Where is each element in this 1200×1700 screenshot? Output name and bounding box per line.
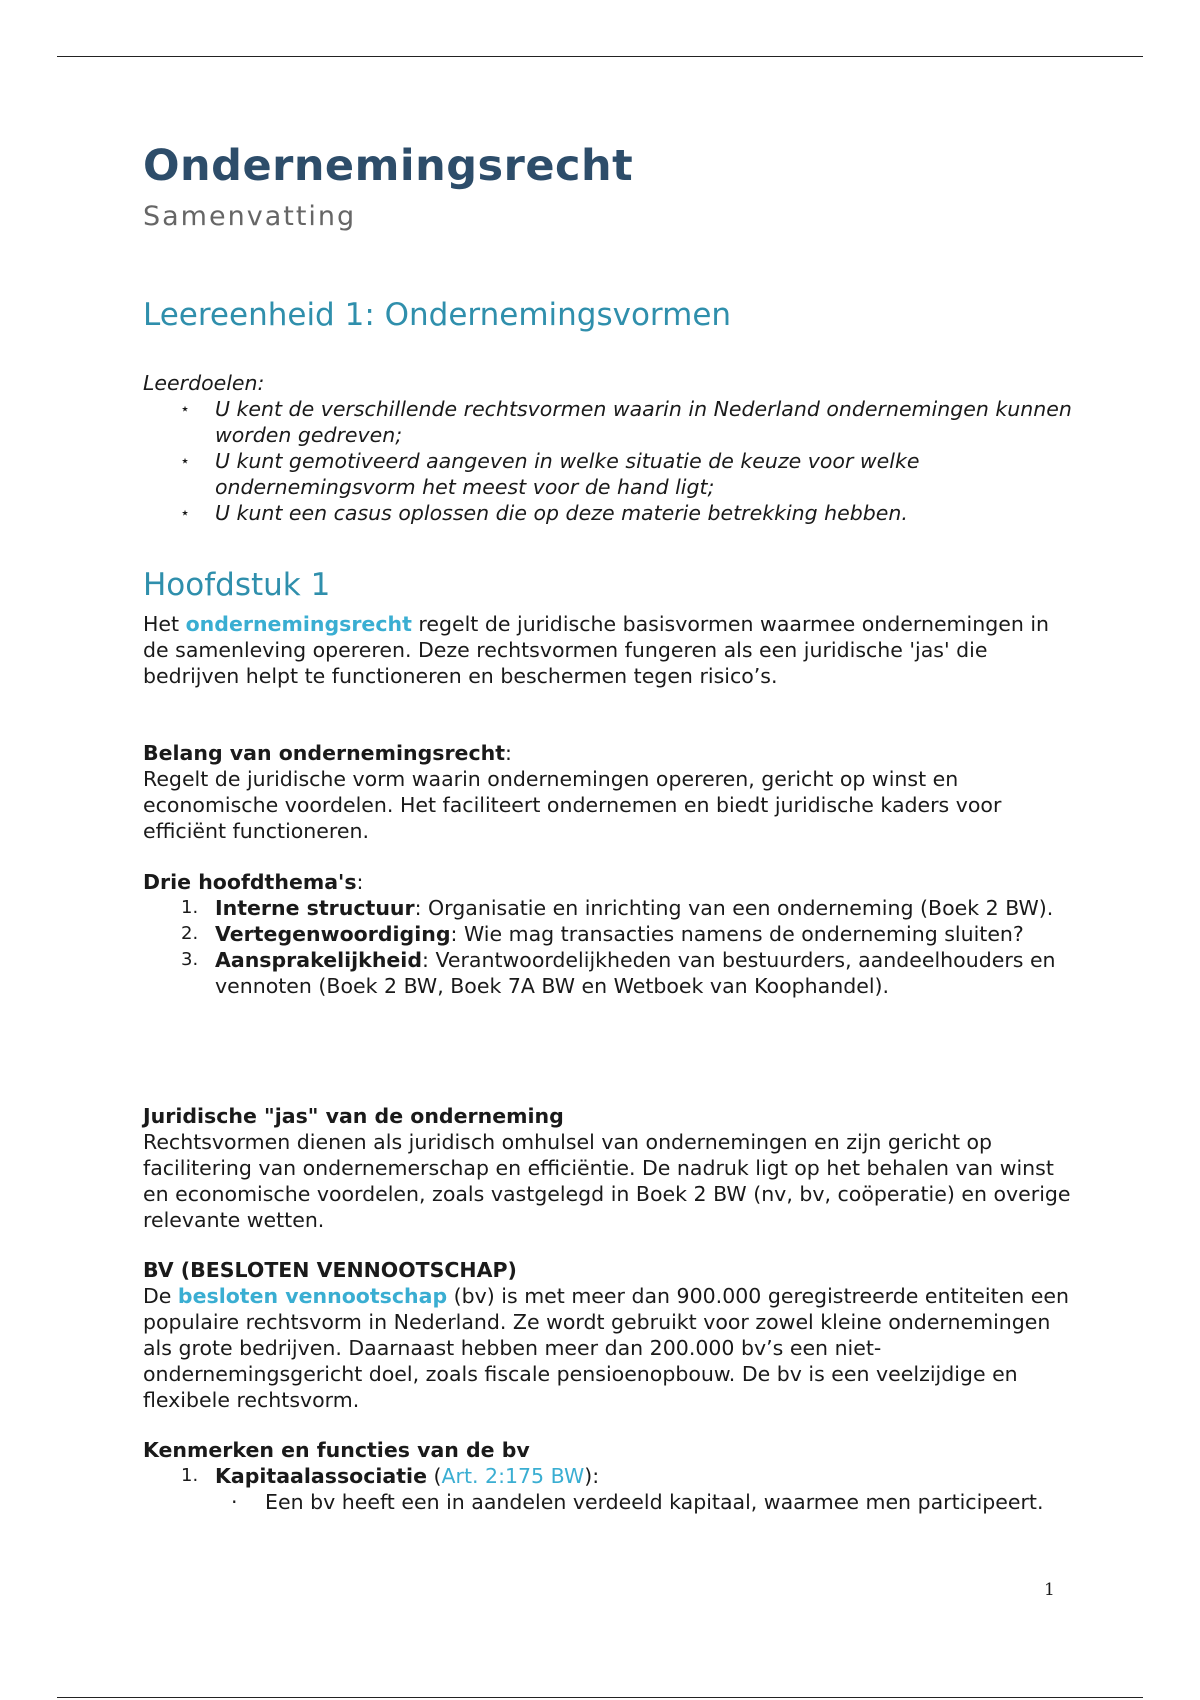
document-subtitle: Samenvatting [143,201,357,232]
learning-goal-item: ⋆ U kent de verschillende rechtsvormen waarin in Nederland ondernemingen kunnen worden gedreven; [180,397,1072,447]
section-kenmerken [143,1437,1078,1515]
section-text: Regelt de juridische vorm waarin ondernemingen opereren, gericht op winst en economische voordelen. Het faciliteert ondernemen en biedt juridische kaders voor efficiënt functioneren. [143,767,1002,843]
dot-bullet-icon: · [231,1490,238,1514]
section-heading: Kenmerken en functies van de bv [143,1438,530,1462]
star-bullet-icon: ⋆ [180,399,191,418]
document-title: Ondernemingsrecht [143,141,634,191]
learning-goal-item: ⋆ U kunt gemotiveerd aangeven in welke situatie de keuze voor welke ondernemingsvorm het meest voor de hand ligt; [180,449,920,499]
chapter-heading: Hoofdstuk 1 [143,567,331,603]
theme-item: 1. Interne structuur: Organisatie en inrichting van een onderneming (Boek 2 BW). [181,896,1054,920]
section-heading: Juridische "jas" van de onderneming [143,1104,564,1128]
article-reference-link[interactable]: Art. 2:175 BW [441,1464,585,1488]
kenmerk-sub-item: · Een bv heeft een in aandelen verdeeld kapitaal, waarmee men participeert. [231,1490,1044,1514]
section-jas [143,1103,1078,1233]
section-text: Rechtsvormen dienen als juridisch omhulsel van ondernemingen en zijn gericht op facilitering van ondernemerschap en efficiëntie. De nadruk ligt op het behalen van winst en economische voordelen, zoals vastgelegd in Boek 2 BW (nv, bv, coöperatie) en overige relevante wetten. [143,1130,1071,1232]
section-belang: Belang van ondernemingsrecht: Regelt de juridische vorm waarin ondernemingen opereren, gericht op winst en economische voordelen. Het faciliteert ondernemen en biedt juridische kaders voor efficiënt functioneren. [143,740,1078,844]
term-ondernemingsrecht: ondernemingsrecht [185,612,412,636]
section-heading: Belang van ondernemingsrecht [143,741,506,765]
star-bullet-icon: ⋆ [180,451,191,470]
learning-goals [143,370,1078,526]
term-besloten-vennootschap: besloten vennootschap [177,1284,448,1308]
theme-item: 3. Aansprakelijkheid: Verantwoordelijkheden van bestuurders, aandeelhouders en vennoten (Boek 2 BW, Boek 7A BW en Wetboek van Koophandel). [181,948,1056,998]
kenmerken-sub-list [143,1489,1078,1515]
section-themes: Drie hoofdthema's: 1. Interne structuur: Organisatie en inrichting van een onderneming (Boek 2 BW). 2. Vertegenwoordiging: Wie mag transacties namens de onderneming sluiten? 3. Aansprakelijkheid: Verantwoordelijkheden van bestuurders, aandeelhouders en vennoten (Boek 2 BW, Boek 7A BW en Wetboek van Koophandel). [143,869,1078,999]
page-number: 1 [1044,1580,1055,1600]
section-heading: BV (BESLOTEN VENNOOTSCHAP) [143,1258,517,1282]
section-heading: Drie hoofdthema's [143,870,357,894]
learning-goal-item: ⋆ U kunt een casus oplossen die op deze materie betrekking hebben. [180,501,908,525]
kenmerken-list [143,1463,1078,1489]
kenmerk-item: 1. Kapitaalassociatie (Art. 2:175 BW): [181,1464,600,1488]
unit-heading: Leereenheid 1: Ondernemingsvormen [143,297,732,333]
learning-goals-label: Leerdoelen: [143,371,265,395]
intro-paragraph: Het ondernemingsrecht regelt de juridische basisvormen waarmee ondernemingen in de samenleving opereren. Deze rechtsvormen fungeren als een juridische 'jas' die bedrijven helpt te functioneren en beschermen tegen risico’s. [143,612,1050,688]
section-text: De besloten vennootschap (bv) is met meer dan 900.000 geregistreerde entiteiten een populaire rechtsvorm in Nederland. Ze wordt gebruikt voor zowel kleine ondernemingen als grote bedrijven. Daarnaast hebben meer dan 200.000 bv’s een niet-ondernemingsgericht doel, zoals fiscale pensioenopbouw. De bv is een veelzijdige en flexibele rechtsvorm. [143,1284,1069,1412]
theme-item: 2. Vertegenwoordiging: Wie mag transacties namens de onderneming sluiten? [181,922,1024,946]
themes-list [143,895,1078,999]
footer-rule [57,1697,1143,1698]
header-rule [57,56,1143,57]
star-bullet-icon: ⋆ [180,503,191,522]
learning-goals-list [143,396,1078,526]
section-bv [143,1257,1078,1413]
